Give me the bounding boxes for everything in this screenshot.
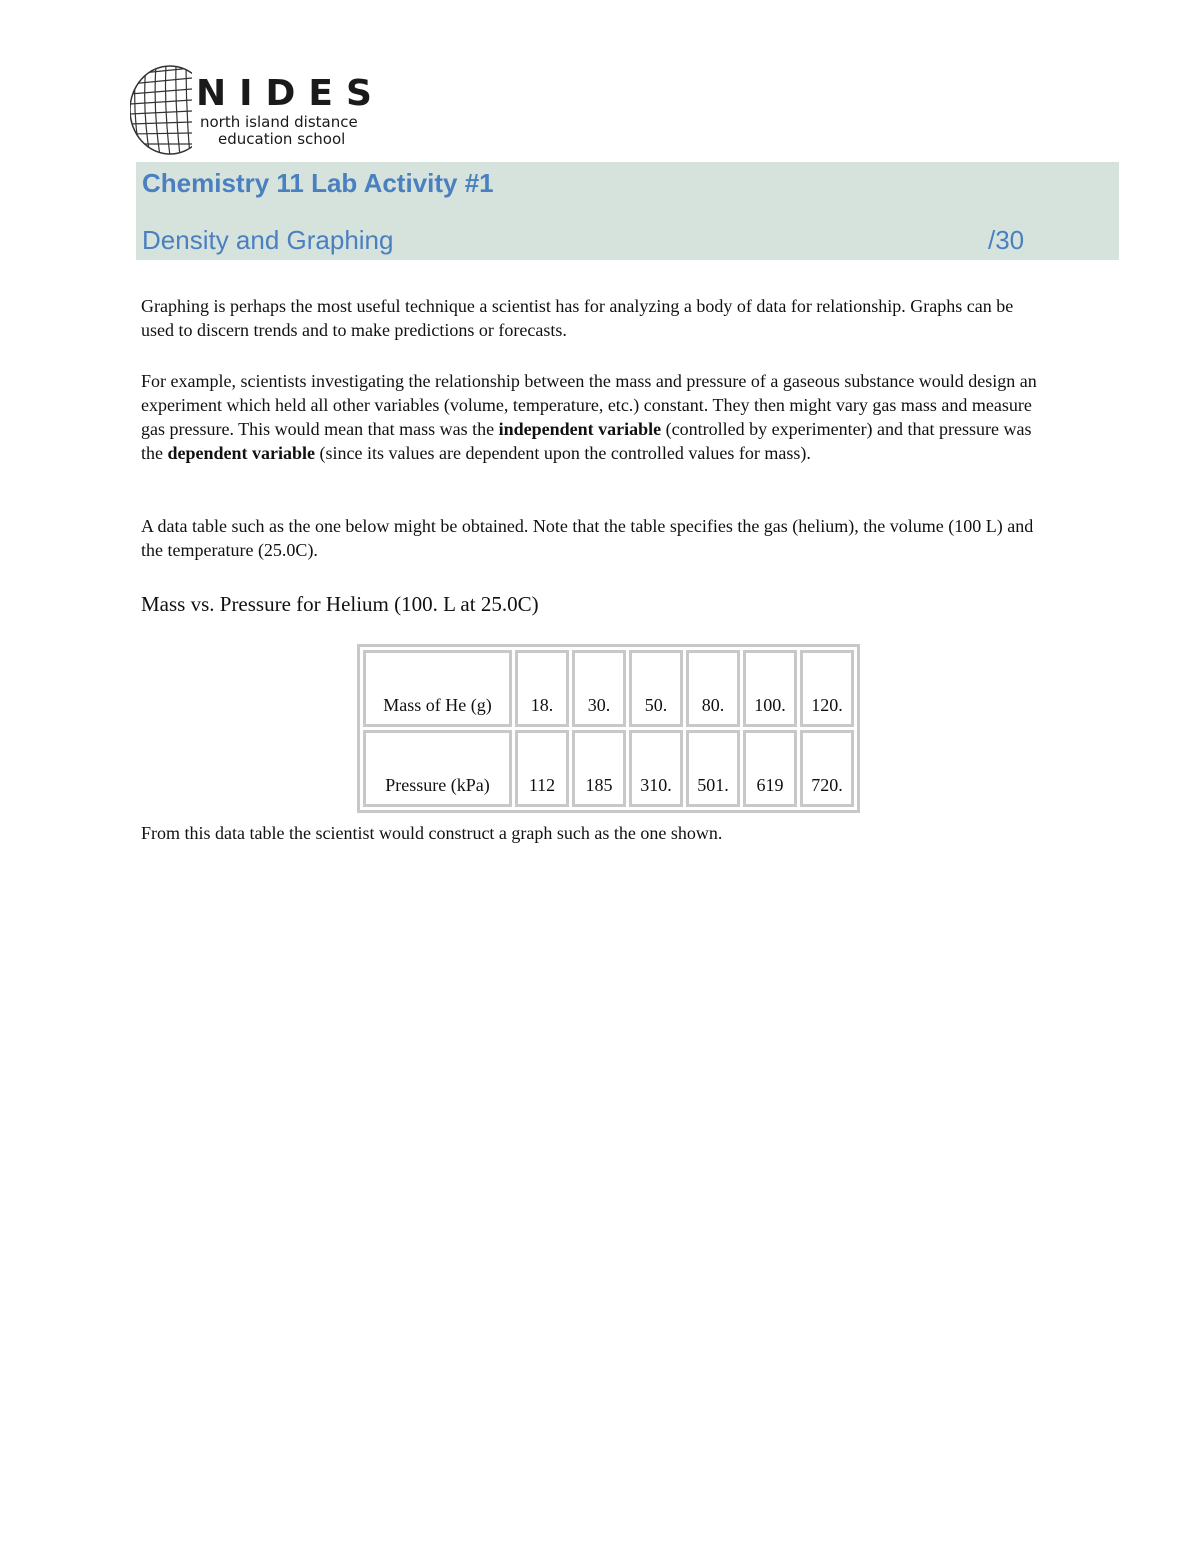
table-cell: 310. <box>629 730 683 807</box>
closing-paragraph: From this data table the scientist would construct a graph such as the one shown. <box>141 823 723 843</box>
logo-wordmark: NIDES <box>196 73 385 114</box>
table-cell: 501. <box>686 730 740 807</box>
title-banner <box>136 162 1119 260</box>
page-title: Chemistry 11 Lab Activity #1 <box>142 168 494 198</box>
example-text-1: For example, scientists investigating the relationship between the mass and pressure of a gaseous substance would design an experiment which held all other variables (volume, temperature, etc.) constant. They then might vary gas mass and measure gas pressure. This would mean that mass was the <box>141 371 1037 439</box>
table-cell: 112 <box>515 730 569 807</box>
table-cell: 100. <box>743 650 797 727</box>
table-cell: 50. <box>629 650 683 727</box>
table-note-paragraph: A data table such as the one below might be obtained. Note that the table specifies the gas (helium), the volume (100 L) and the temperature (25.0C). <box>141 516 1034 560</box>
table-cell: 185 <box>572 730 626 807</box>
row-header-pressure: Pressure (kPa) <box>363 730 512 807</box>
example-paragraph <box>141 369 1041 465</box>
table-cell: 80. <box>686 650 740 727</box>
table-row-pressure <box>363 730 854 807</box>
score-total: /30 <box>988 225 1025 255</box>
nides-logo <box>130 64 400 156</box>
data-table <box>357 644 860 813</box>
table-cell: 720. <box>800 730 854 807</box>
logo-tagline-line2: education school <box>218 130 346 148</box>
table-cell: 30. <box>572 650 626 727</box>
logo-tagline-line1: north island distance <box>200 113 358 131</box>
intro-paragraph: Graphing is perhaps the most useful technique a scientist has for analyzing a body of data for relationship. Graphs can be used to discern trends and to make predictions or forecasts. <box>141 296 1014 340</box>
table-caption: Mass vs. Pressure for Helium (100. L at 25.0C) <box>141 592 539 616</box>
row-header-mass: Mass of He (g) <box>363 650 512 727</box>
example-text-3: (since its values are dependent upon the controlled values for mass). <box>315 443 811 463</box>
dependent-variable-term: dependent variable <box>167 443 316 463</box>
table-cell: 619 <box>743 730 797 807</box>
independent-variable-term: independent variable <box>498 419 662 439</box>
page-subtitle: Density and Graphing <box>142 225 394 255</box>
example-text-2: (controlled by experimenter) and that pressure was the <box>141 419 1032 463</box>
table-cell: 120. <box>800 650 854 727</box>
table-cell: 18. <box>515 650 569 727</box>
table-row-mass <box>363 650 854 727</box>
globe-grid-icon <box>130 64 192 156</box>
